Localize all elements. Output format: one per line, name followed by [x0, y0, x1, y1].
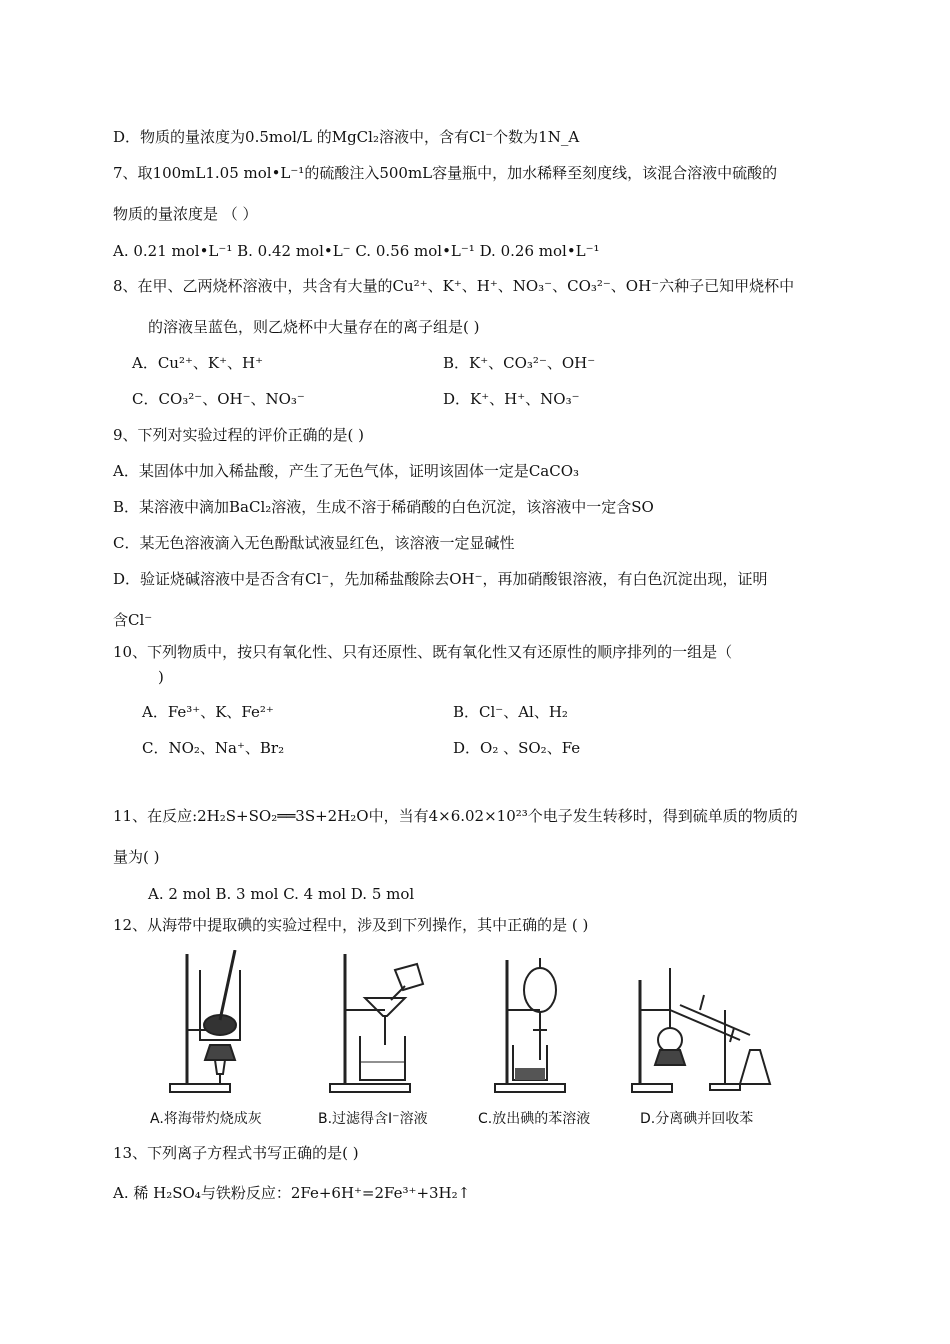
q8-stem-line2: 的溶液呈蓝色，则乙烧杯中大量存在的离子组是( ): [148, 318, 480, 336]
q8-option-b: B．K⁺、CO₃²⁻、OH⁻: [443, 354, 596, 372]
q7-options: A. 0.21 mol•L⁻¹ B. 0.42 mol•L⁻ C. 0.56 mol•L⁻¹ D. 0.26 mol•L⁻¹: [113, 242, 600, 260]
q10-stem-line1: 10、下列物质中，按只有氧化性、只有还原性、既有氧化性又有还原性的顺序排列的一组是（: [113, 643, 733, 661]
q7-stem-line2: 物质的量浓度是 （ ）: [113, 205, 258, 223]
q11-stem-line2: 量为( ): [113, 848, 160, 866]
q8-option-a: A．Cu²⁺、K⁺、H⁺: [132, 354, 264, 372]
figure-c-caption: C.放出碘的苯溶液: [478, 1111, 591, 1127]
q9-stem: 9、下列对实验过程的评价正确的是( ): [113, 426, 365, 444]
q8-option-c: C．CO₃²⁻、OH⁻、NO₃⁻: [132, 390, 305, 408]
q11-stem-line1: 11、在反应:2H₂S+SO₂══3S+2H₂O中，当有4×6.02×10²³个电子发生转移时，得到硫单质的物质的: [113, 807, 798, 825]
q12-stem: 12、从海带中提取碘的实验过程中，涉及到下列操作，其中正确的是 ( ): [113, 916, 589, 934]
q10-option-b: B．Cl⁻、Al、H₂: [453, 703, 568, 721]
q6-option-d: D．物质的量浓度为0.5mol/L 的MgCl₂溶液中，含有Cl⁻个数为1N_A: [113, 128, 580, 146]
q7-stem-line1: 7、取100mL1.05 mol•L⁻¹的硫酸注入500mL容量瓶中，加水稀释至刻度线，该混合溶液中硫酸的: [113, 164, 778, 182]
figure-d-distillation-apparatus: [630, 950, 780, 1100]
q11-options: A. 2 mol B. 3 mol C. 4 mol D. 5 mol: [148, 885, 415, 903]
figure-b-caption: B.过滤得含I⁻溶液: [318, 1111, 428, 1127]
q8-stem-line1: 8、在甲、乙两烧杯溶液中，共含有大量的Cu²⁺、K⁺、H⁺、NO₃⁻、CO₃²⁻、OH⁻六种子已知甲烧杯中: [113, 277, 795, 295]
figure-a-caption: A.将海带灼烧成灰: [150, 1111, 262, 1127]
q10-option-d: D．O₂ 、SO₂、Fe: [453, 739, 581, 757]
figure-d-caption: D.分离碘并回收苯: [640, 1111, 754, 1127]
q8-option-d: D．K⁺、H⁺、NO₃⁻: [443, 390, 580, 408]
figure-c-separatory-funnel: [485, 950, 595, 1100]
q9-option-b: B．某溶液中滴加BaCl₂溶液，生成不溶于稀硝酸的白色沉淀，该溶液中一定含SO: [113, 498, 654, 516]
q10-option-a: A．Fe³⁺、K、Fe²⁺: [142, 703, 274, 721]
q9-option-c: C．某无色溶液滴入无色酚酞试液显红色，该溶液一定显碱性: [113, 534, 515, 552]
q13-stem: 13、下列离子方程式书写正确的是( ): [113, 1144, 359, 1162]
figure-a-burning-apparatus: [165, 950, 275, 1100]
q10-stem-line2: ): [158, 668, 164, 686]
q9-option-d-line2: 含Cl⁻: [113, 611, 153, 629]
q9-option-a: A．某固体中加入稀盐酸，产生了无色气体，证明该固体一定是CaCO₃: [113, 462, 580, 480]
q13-option-a: A. 稀 H₂SO₄与铁粉反应：2Fe+6H⁺=2Fe³⁺+3H₂↑: [113, 1184, 471, 1202]
q10-option-c: C．NO₂、Na⁺、Br₂: [142, 739, 285, 757]
q9-option-d-line1: D．验证烧碱溶液中是否含有Cl⁻，先加稀盐酸除去OH⁻，再加硝酸银溶液，有白色沉淀出现，证明: [113, 570, 768, 588]
figure-b-filtration-apparatus: [325, 950, 435, 1100]
